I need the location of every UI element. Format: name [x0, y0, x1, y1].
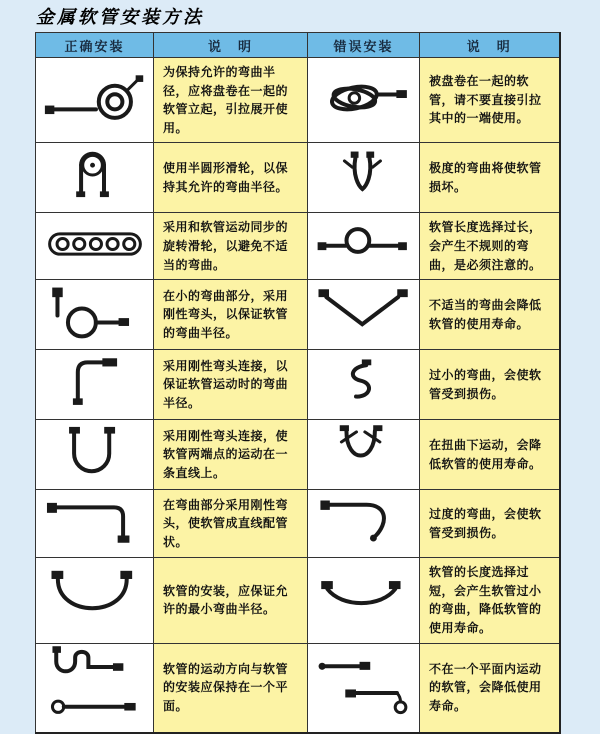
table-row	[36, 143, 560, 213]
wrong-desc-cell: 过度的弯曲，会使软管受到损伤。	[420, 490, 560, 558]
synchronized-rolling-pulley-figure	[43, 219, 147, 269]
correct-figure-cell	[36, 558, 154, 643]
uncoiled-spiral-hose-figure	[43, 67, 147, 129]
table-row	[36, 58, 560, 143]
improper-v-bend-figure	[315, 284, 413, 340]
table-row	[36, 350, 560, 420]
correct-figure-cell	[36, 280, 154, 350]
wrong-desc-cell: 被盘卷在一起的软管，请不要直接引拉其中的一端使用。	[420, 58, 560, 143]
correct-figure-cell	[36, 213, 154, 280]
table-row	[36, 490, 560, 558]
wrong-figure-cell	[308, 58, 420, 143]
wrong-desc-cell: 不适当的弯曲会降低软管的使用寿命。	[420, 280, 560, 350]
wrong-desc-cell: 软管的长度选择过短，会产生软管过小的弯曲，降低软管的使用寿命。	[420, 558, 560, 643]
header-wrong-install: 错误安装	[308, 33, 420, 58]
wrong-figure-cell	[308, 490, 420, 558]
wrong-figure-cell	[308, 420, 420, 490]
wrong-desc-cell: 过小的弯曲，会使软管受到损伤。	[420, 350, 560, 420]
too-small-bend-hook-figure	[324, 353, 404, 411]
u-shape-inline-motion-figure	[49, 422, 141, 482]
page-title: 金属软管安装方法	[36, 7, 204, 27]
too-short-taut-hose-figure	[315, 575, 413, 621]
table-row	[36, 420, 560, 490]
table-row	[36, 213, 560, 280]
correct-desc-cell: 使用半圆形滑轮，以保持其允许的弯曲半径。	[154, 143, 308, 213]
table-row	[36, 643, 560, 733]
out-of-plane-hoses-figure	[315, 650, 413, 720]
rigid-elbow-small-bend-figure	[47, 282, 143, 342]
table-header-row	[36, 33, 560, 58]
correct-desc-cell: 为保持允许的弯曲半径，应将盘卷在一起的软管立起，引拉展开使用。	[154, 58, 308, 143]
correct-desc-cell: 采用刚性弯头连接，使软管两端点的运动在一条直线上。	[154, 420, 308, 490]
wrong-desc-cell: 在扭曲下运动，会降低软管的使用寿命。	[420, 420, 560, 490]
correct-figure-cell	[36, 143, 154, 213]
wrong-desc-cell: 软管长度选择过长，会产生不规则的弯曲，是必须注意的。	[420, 213, 560, 280]
correct-desc-cell: 软管的运动方向与软管的安装应保持在一个平面。	[154, 643, 308, 733]
wrong-figure-cell	[308, 280, 420, 350]
coiled-hose-bundle-figure	[315, 70, 413, 126]
correct-figure-cell	[36, 350, 154, 420]
wrong-desc-cell: 不在一个平面内运动的软管，会降低使用寿命。	[420, 643, 560, 733]
correct-desc-cell: 采用刚性弯头连接，以保证软管运动时的弯曲半径。	[154, 350, 308, 420]
correct-desc-cell: 在小的弯曲部分，采用刚性弯头，以保证软管的弯曲半径。	[154, 280, 308, 350]
correct-figure-cell	[36, 58, 154, 143]
minimum-bend-radius-u-figure	[45, 569, 145, 627]
correct-figure-cell	[36, 490, 154, 558]
wrong-figure-cell	[308, 350, 420, 420]
correct-desc-cell: 在弯曲部分采用刚性弯头，使软管成直线配管状。	[154, 490, 308, 558]
rigid-elbow-connection-figure	[50, 352, 140, 412]
wrong-figure-cell	[308, 143, 420, 213]
correct-desc-cell: 软管的安装，应保证允许的最小弯曲半径。	[154, 558, 308, 643]
twisted-u-hose-figure	[318, 422, 410, 482]
overbent-elbow-hose-figure	[317, 492, 411, 550]
wrong-figure-cell	[308, 558, 420, 643]
wrong-desc-cell: 极度的弯曲将使软管损坏。	[420, 143, 560, 213]
header-wrong-desc: 说 明	[420, 33, 560, 58]
same-plane-motion-figure	[43, 646, 147, 724]
installation-table	[35, 32, 561, 734]
correct-desc-cell: 采用和软管运动同步的旋转滑轮，以避免不适当的弯曲。	[154, 213, 308, 280]
hose-over-semicircular-pulley-figure	[50, 145, 140, 205]
wrong-figure-cell	[308, 643, 420, 733]
correct-figure-cell	[36, 643, 154, 733]
table-row	[36, 280, 560, 350]
overlong-hose-loop-figure	[315, 216, 413, 272]
header-correct-desc: 说 明	[154, 33, 308, 58]
header-correct-install: 正确安装	[36, 33, 154, 58]
straight-pipe-with-elbow-figure	[45, 492, 145, 550]
table-row	[36, 558, 560, 643]
correct-figure-cell	[36, 420, 154, 490]
sharply-bent-hose-figure	[321, 146, 407, 204]
wrong-figure-cell	[308, 213, 420, 280]
